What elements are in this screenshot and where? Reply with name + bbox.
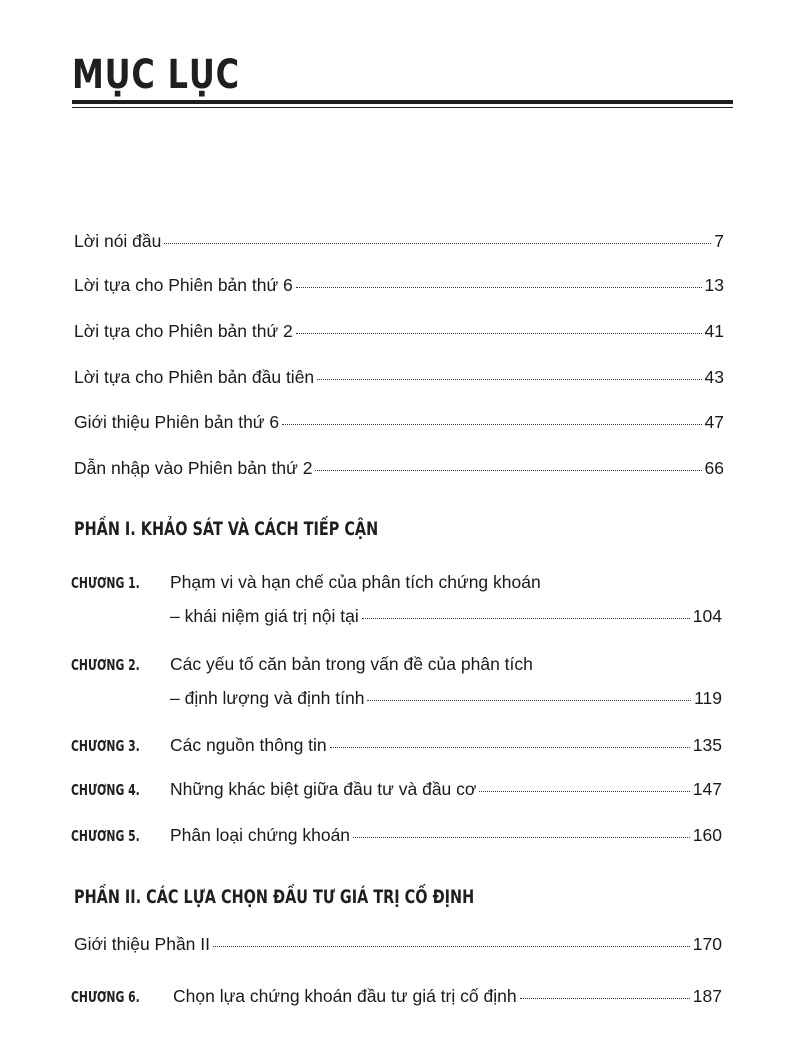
toc-entry-front-6[interactable] [74,456,724,480]
entry-label: Giới thiệu Phiên bản thứ 6 [74,412,280,432]
entry-page: 66 [704,458,724,478]
dot-leader [362,618,690,619]
entry-page: 47 [704,412,724,432]
chapter-3-number: CHƯƠNG 3. [71,737,140,755]
title-rule-thick [72,100,733,104]
toc-entry-front-2[interactable] [74,273,724,297]
entry-page: 119 [694,688,722,708]
entry-label: Chọn lựa chứng khoán đầu tư giá trị cố định [173,986,517,1006]
entry-page: 160 [692,825,722,845]
entry-page: 187 [692,986,722,1006]
page-title: MỤC LỤC [72,52,240,98]
toc-entry-chapter-2[interactable] [170,686,722,710]
chapter-4-number: CHƯƠNG 4. [71,781,140,799]
dot-leader [296,333,702,334]
entry-label: Lời nói đầu [74,231,162,251]
toc-entry-part-2-intro[interactable] [74,932,722,956]
entry-page: 170 [692,934,722,954]
entry-label: Lời tựa cho Phiên bản thứ 2 [74,321,293,341]
entry-page: 41 [704,321,724,341]
dot-leader [164,243,711,244]
toc-entry-front-1[interactable] [74,229,724,253]
entry-page: 13 [704,275,724,295]
dot-leader [317,379,701,380]
entry-label: – khái niệm giá trị nội tại [170,606,359,626]
toc-entry-front-4[interactable] [74,365,724,389]
dot-leader [367,700,691,701]
entry-label: Phân loại chứng khoán [170,825,351,845]
chapter-1-title-line[interactable]: Phạm vi và hạn chế của phân tích chứng khoán [170,572,541,592]
dot-leader [330,747,690,748]
entry-label: Các nguồn thông tin [170,735,327,755]
entry-label: – định lượng và định tính [170,688,365,708]
toc-entry-front-3[interactable] [74,319,724,343]
dot-leader [282,424,701,425]
toc-entry-chapter-3[interactable] [170,733,722,757]
dot-leader [296,287,702,288]
entry-page: 43 [704,367,724,387]
part-2-heading[interactable]: PHẦN II. CÁC LỰA CHỌN ĐẦU TƯ GIÁ TRỊ CỐ ĐỊNH [74,887,475,908]
toc-entry-chapter-5[interactable] [170,823,722,847]
toc-entry-chapter-4[interactable] [170,777,722,801]
chapter-1-number: CHƯƠNG 1. [71,574,140,592]
dot-leader [315,470,701,471]
title-rule-thin [72,107,733,108]
chapter-6-number: CHƯƠNG 6. [71,988,140,1006]
dot-leader [213,946,690,947]
entry-page: 147 [692,779,722,799]
entry-label: Dẫn nhập vào Phiên bản thứ 2 [74,458,313,478]
toc-entry-chapter-1[interactable] [170,604,722,628]
chapter-2-title-line[interactable]: Các yếu tố căn bản trong vấn đề của phân tích [170,654,533,674]
entry-label: Lời tựa cho Phiên bản đầu tiên [74,367,315,387]
dot-leader [353,837,690,838]
chapter-2-number: CHƯƠNG 2. [71,656,140,674]
dot-leader [520,998,690,999]
part-1-heading[interactable]: PHẦN I. KHẢO SÁT VÀ CÁCH TIẾP CẬN [74,519,379,540]
chapter-5-number: CHƯƠNG 5. [71,827,140,845]
entry-page: 104 [692,606,722,626]
entry-label: Lời tựa cho Phiên bản thứ 6 [74,275,293,295]
entry-page: 7 [714,231,724,251]
toc-entry-chapter-6[interactable] [173,984,722,1008]
toc-entry-front-5[interactable] [74,410,724,434]
entry-page: 135 [692,735,722,755]
entry-label: Giới thiệu Phần II [74,934,210,954]
entry-label: Những khác biệt giữa đầu tư và đầu cơ [170,779,477,799]
dot-leader [479,791,689,792]
